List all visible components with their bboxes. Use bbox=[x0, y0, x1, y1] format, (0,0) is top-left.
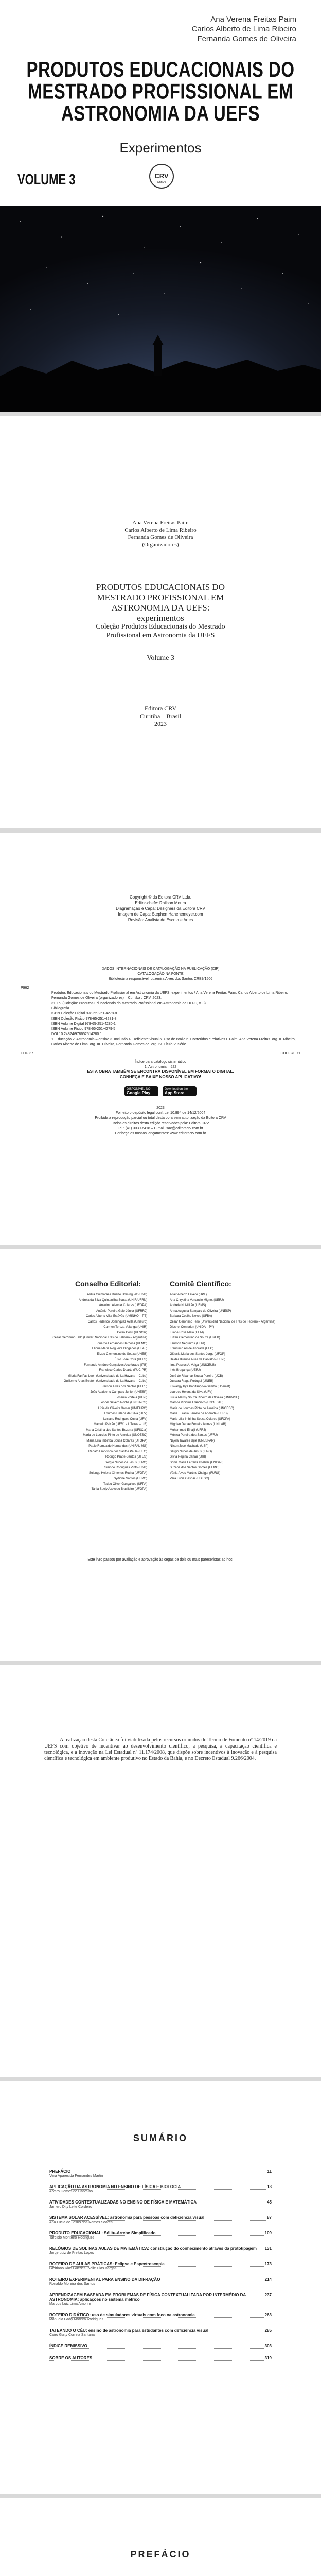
toc-entry-author: Ana Lúcia de Jesus dos Ramos Soares bbox=[49, 2221, 113, 2224]
editorial-member: Aldira Guimarães Duarte Domínguez (UNB) bbox=[87, 1293, 147, 1296]
author-name: Carlos Alberto de Lima Ribeiro bbox=[124, 527, 197, 533]
cover-title bbox=[0, 59, 321, 125]
title-page bbox=[0, 416, 321, 828]
editorial-council-heading: Conselho Editorial: bbox=[75, 1280, 141, 1288]
toc-entry[interactable] bbox=[49, 2200, 272, 2209]
scientific-member: Jussara Fraga Portugal (UNEB) bbox=[170, 1380, 213, 1383]
copyright-page bbox=[0, 833, 321, 1245]
toc-entry-title: RELÓGIOS DE SOL NAS AULAS DE MATEMÁTICA: construção do conhecimento através da prototipagem bbox=[49, 2246, 264, 2251]
credit-line: Editor-chefe: Railson Moura bbox=[135, 901, 186, 905]
editorial-member: Carlos Alberto Vilar Estêvão (UMINHO – PT) bbox=[86, 1315, 147, 1318]
cover-subtitle: Experimentos bbox=[119, 140, 202, 156]
toc-entry-title: SOBRE OS AUTORES bbox=[49, 2355, 264, 2361]
ebook-notice bbox=[0, 1069, 321, 1080]
toc-entry[interactable] bbox=[49, 2277, 272, 2286]
toc-entry-page: 285 bbox=[264, 2328, 272, 2333]
legal-notice bbox=[0, 1106, 321, 1137]
scientific-member: Gláucia Maria dos Santos Jorge (UFOP) bbox=[170, 1352, 225, 1356]
toc-entry-title: PREFÁCIO bbox=[49, 2169, 266, 2174]
scientific-member: Lourdes Helena da Silva (UFV) bbox=[170, 1391, 213, 1394]
collection-line: Profissional em Astronomia da UEFS bbox=[106, 632, 215, 639]
toc-entry[interactable] bbox=[49, 2246, 272, 2255]
scientific-member: Ana Chrystina Venancio Mignot (UERJ) bbox=[170, 1298, 224, 1302]
app-store-badge[interactable] bbox=[163, 1086, 197, 1096]
cip-line: ISBN Coleção Digital 978-65-251-4278-8 bbox=[51, 1012, 117, 1015]
title-page-authors bbox=[0, 519, 321, 548]
cover-volume: VOLUME 3 bbox=[17, 171, 76, 188]
legal-line: 2023 bbox=[156, 1106, 165, 1110]
page-separator bbox=[0, 412, 321, 416]
toc-entry[interactable] bbox=[49, 2328, 272, 2337]
toc-entry-page: 13 bbox=[267, 2184, 272, 2189]
scientific-member: Vera Lucia Gaspar (UDESC) bbox=[170, 1477, 209, 1480]
cip-classification bbox=[21, 1051, 300, 1056]
organizer-name: Fernanda Gomes de Oliveira bbox=[197, 35, 296, 43]
toc-entry-author: Cairo Guity Correia Santana bbox=[49, 2333, 95, 2337]
scientific-committee-list bbox=[170, 1292, 293, 1482]
cip-librarian: Bibliotecária responsável: Luzenira Alves dos Santos CRB9/1506 bbox=[108, 977, 213, 981]
scientific-member: Altair Alberto Fávero (UPF) bbox=[170, 1293, 207, 1296]
cip-line: Bibliografia bbox=[51, 1007, 69, 1010]
badge-big-text: App Store bbox=[165, 1091, 185, 1095]
editorial-member: Renato Francisco dos Santos Paula (UFG) bbox=[88, 1450, 147, 1453]
ebook-line: ESTA OBRA TAMBÉM SE ENCONTRA DISPONÍVEL EM FORMATO DIGITAL. bbox=[87, 1069, 234, 1074]
publisher-logo-text: CRV bbox=[154, 172, 169, 180]
book-cover bbox=[0, 0, 321, 412]
toc-entry-author: Tarcísio Monteiro Rodrigues bbox=[49, 2236, 95, 2240]
editorial-member: Andréia da Silva Quintanilha Sousa (UNIR/UFRN) bbox=[78, 1298, 147, 1302]
toc-entry-author: Manuela Gaby Moreira Rodrigues bbox=[49, 2318, 104, 2321]
toc-entry-heading bbox=[49, 2344, 272, 2349]
publisher-logo bbox=[149, 164, 174, 189]
editorial-member: Lourdes Helena da Silva (UFV) bbox=[104, 1412, 147, 1415]
title-line: ASTRONOMIA DA UEFS: bbox=[111, 603, 210, 613]
toc-entry-author: Jamerc Dity Leite Cordeiro bbox=[49, 2205, 92, 2209]
editorial-member: Leonel Severo Rocha (UNISINOS) bbox=[99, 1401, 147, 1404]
scientific-member: Najela Tavares Ujiie (UNESPAR) bbox=[170, 1439, 215, 1443]
toc-entry-title: ROTEIRO DIDÁTICO: uso de simuladores virtuais com foco na astronomia bbox=[49, 2313, 264, 2318]
toc-entry-page: 319 bbox=[264, 2355, 272, 2360]
title-page-volume: Volume 3 bbox=[147, 654, 174, 662]
toc-entry-title: ÍNDICE REMISSIVO bbox=[49, 2344, 264, 2349]
scientific-member: Elizeu Clementino de Souza (UNEB) bbox=[170, 1336, 220, 1340]
cover-night-sky-image bbox=[0, 206, 321, 412]
page-separator bbox=[0, 2077, 321, 2081]
scientific-member: Cesar Gerónimo Tello (Universidad Nacional de Três de Febrero – Argentina) bbox=[170, 1320, 275, 1324]
editorial-member: Gloria Fariñas León (Universidade de La Havana – Cuba) bbox=[68, 1374, 147, 1378]
scientific-member: Kilwangy Kya Kapitango-a-Samba (Unemat) bbox=[170, 1385, 230, 1388]
publisher-logo-tagline: editora bbox=[156, 181, 167, 184]
scientific-member: Francisco Ari de Andrade (UFC) bbox=[170, 1347, 214, 1350]
toc-entry-heading bbox=[49, 2277, 272, 2282]
toc-entry[interactable] bbox=[49, 2184, 272, 2193]
scientific-member: Maria Eurácia Barreto de Andrade (UFRB) bbox=[170, 1412, 228, 1415]
peer-review-note: Este livro passou por avaliação e aprovação às cegas de dois ou mais pareceristas ad hoc. bbox=[87, 1558, 234, 1562]
page-separator bbox=[0, 828, 321, 833]
toc-entry-heading bbox=[49, 2262, 272, 2267]
toc-entry-page: 214 bbox=[264, 2277, 272, 2282]
toc-entry-heading bbox=[49, 2215, 272, 2221]
legal-line: Foi feito o depósito legal conf. Lei 10.994 de 14/12/2004 bbox=[115, 1111, 206, 1115]
publisher-line: 2023 bbox=[154, 720, 167, 727]
collection-line: Coleção Produtos Educacionais do Mestrado bbox=[96, 623, 225, 631]
toc-entry-author: Alvaro Gomes de Carvalho bbox=[49, 2190, 93, 2193]
preface-title: PREFÁCIO bbox=[130, 2549, 191, 2560]
editorial-member: Elizeu Clementino de Souza (UNEB) bbox=[97, 1352, 147, 1356]
title-page-publisher bbox=[0, 705, 321, 728]
cover-title-line: MESTRADO PROFISSIONAL EM bbox=[28, 79, 293, 104]
toc-entry[interactable] bbox=[49, 2262, 272, 2270]
toc-entry-page: 45 bbox=[267, 2200, 272, 2205]
scientific-member: Barbara Coelho Neves (UFBA) bbox=[170, 1315, 212, 1318]
cip-line: DOI 10.24824/978652514280.1 bbox=[51, 1032, 102, 1036]
toc-entry-title: PRODUTO EDUCACIONAL: Sólitu-Arrebe Simplificado bbox=[49, 2231, 264, 2236]
cip-cdd: CDD 370.71 bbox=[280, 1052, 300, 1055]
toc-entry-title: ROTEIRO EXPERIMENTAL PARA ENSINO DA DIFRAÇÃO bbox=[49, 2277, 264, 2282]
credit-line: Imagem de Capa: Stephen Hanenemeyer.com bbox=[118, 912, 203, 917]
funding-note-page bbox=[0, 1665, 321, 2077]
toc-entry-page: 11 bbox=[267, 2169, 272, 2174]
editorial-member: Anselmo Alencar Colares (UFOPA) bbox=[99, 1304, 147, 1307]
editorial-member: Sérgio Nunes de Jesus (IFRO) bbox=[104, 1461, 147, 1464]
scientific-member: Inês Bragança (UERJ) bbox=[170, 1369, 201, 1372]
editorial-member: Antônio Pereira Gaio Júnior (UFRRJ) bbox=[96, 1309, 147, 1313]
editorial-member: Simone Rodrigues Pinto (UNB) bbox=[104, 1466, 147, 1469]
badge-small-text: DISPONÍVEL NO bbox=[127, 1088, 151, 1091]
editorial-member: Cesar Gerónimo Tello (Univer. Nacional Três de Febrero – Argentina) bbox=[52, 1336, 147, 1340]
cip-line: ISBN Volume Físico 978-65-251-4279-5 bbox=[51, 1027, 116, 1031]
toc-entry-page: 263 bbox=[264, 2313, 272, 2317]
toc-entry-heading bbox=[49, 2246, 272, 2251]
legal-line: Tel.: (41) 3039-6418 – E-mail: sac@editoracrv.com.br bbox=[118, 1127, 203, 1130]
ebook-line: CONHEÇA E BAIXE NOSSO APLICATIVO! bbox=[120, 1075, 201, 1079]
cip-line: ISBN Volume Digital 978-65-251-4280-1 bbox=[51, 1022, 116, 1026]
editorial-member: Jailson Alves dos Santos (UFRJ) bbox=[102, 1385, 147, 1388]
funding-note-text bbox=[44, 1737, 277, 1762]
title-line: experimentos bbox=[137, 613, 184, 623]
cip-cdu: CDU 37 bbox=[21, 1052, 33, 1055]
toc-entry-title: APLICAÇÃO DA ASTRONOMIA NO ENSINO DE FÍSICA E BIOLOGIA bbox=[49, 2184, 266, 2190]
editorial-member: Paulo Romualdo Hernandes (UNIFAL-MG) bbox=[88, 1445, 147, 1448]
toc-entry-heading bbox=[49, 2328, 272, 2333]
publisher-line: Curitiba – Brasil bbox=[140, 713, 181, 720]
cip-catalog-card bbox=[21, 967, 300, 1070]
page-separator bbox=[0, 2494, 321, 2498]
editorial-member: Lídia de Oliveira Xavier (UNIEURO) bbox=[98, 1406, 147, 1410]
scientific-member: Sonia Maria Ferreira Koehler (UNISAL) bbox=[170, 1461, 224, 1464]
toc-entry-author: Vera Aparecida Fernandes Martin bbox=[49, 2174, 103, 2178]
editorial-member: Rodrigo Pratte-Santos (UFES) bbox=[105, 1455, 147, 1459]
toc-entry[interactable] bbox=[49, 2313, 272, 2321]
scientific-member: Suzana dos Santos Gomes (UFMG) bbox=[170, 1466, 220, 1469]
editorial-member: Tania Suely Azevedo Brasileiro (UFOPA) bbox=[91, 1488, 147, 1491]
toc-entry-page: 303 bbox=[264, 2344, 272, 2348]
scientific-member: Andréia N. Militão (UEMS) bbox=[170, 1304, 206, 1307]
editorial-member: Celso Conti (UFSCar) bbox=[117, 1331, 147, 1334]
toc-entry-title: APRENDIZAGEM BASEADA EM PROBLEMAS DE FÍSICA CONTEXTUALIZADA POR INTERMÉDIO DA ASTRONOMIA: aplicações no sistema métrico bbox=[49, 2293, 264, 2302]
cip-line: 1. Educação 2. Astronomia – ensino 3. Inclusão 4. Deficiente visual 5. Uso de Braile 6. Conteúdos e relativos I. Paim, Ana Verena Freitas. org. II. Ribeiro, Carlos Alberto de Lima. org. III. Oliveira, Fernanda Gomes de. org. IV. Título V. Série. bbox=[51, 1038, 296, 1046]
editorial-member: Josania Portela (UFPI) bbox=[116, 1396, 147, 1399]
legal-line: Todos os direitos desta edição reservados pela: Editora CRV bbox=[112, 1122, 209, 1125]
cip-index-title: Índice para catálogo sistemático bbox=[135, 1060, 186, 1064]
scientific-member: Maria de Lourdes Pinto de Almeida (UNOESC) bbox=[170, 1406, 234, 1410]
scientific-member: Ilma Passos A. Veiga (UNICEUB) bbox=[170, 1363, 216, 1367]
google-play-badge[interactable] bbox=[124, 1086, 158, 1096]
editorial-member: Maria de Lourdes Pinto de Almeida (UNOESC) bbox=[83, 1434, 147, 1437]
toc-entry-title: ATIVIDADES CONTEXTUALIZADAS NO ENSINO DE FÍSICA E MATEMÁTICA bbox=[49, 2200, 266, 2205]
scientific-member: Maria Lília Imbiriba Sousa Colares (UFOPA) bbox=[170, 1417, 230, 1421]
editorial-member: Marcelo Paixão (UFRJ e UTexas – US) bbox=[93, 1423, 147, 1426]
editorial-member: Carmen Tereza Velanga (UNIR) bbox=[103, 1326, 147, 1329]
toc-entry-heading bbox=[49, 2200, 272, 2205]
table-of-contents-page bbox=[0, 2081, 321, 2494]
scientific-member: Marcos Vinicius Francisco (UNOESTE) bbox=[170, 1401, 224, 1404]
page-separator bbox=[0, 1245, 321, 1249]
editorial-member: Maria Cristina dos Santos Bezerra (UFSCar) bbox=[86, 1428, 147, 1432]
scientific-member: Helder Buenos Aires de Carvalho (UFPI) bbox=[170, 1358, 226, 1361]
editorial-council-page bbox=[0, 1249, 321, 1661]
scientific-member: Diosnel Centurion (UNIDA – PY) bbox=[170, 1326, 215, 1329]
editorial-member: Guillermo Arias Beatón (Universidade de La Havana – Cuba) bbox=[63, 1380, 147, 1383]
toc-entry-page: 237 bbox=[264, 2293, 272, 2297]
scientific-member: Mônica Pereira dos Santos (UFRJ) bbox=[170, 1434, 218, 1437]
scientific-member: Mohammed Elhajji (UFRJ) bbox=[170, 1428, 206, 1432]
editorial-member: Solange Helena Ximenes-Rocha (UFOPA) bbox=[89, 1471, 147, 1475]
scientific-member: Nilson José Machado (USP) bbox=[170, 1445, 209, 1448]
credit-line: Diagramação e Capa: Designers da Editora CRV bbox=[116, 906, 205, 911]
credit-line: Revisão: Analista de Escrita e Artes bbox=[128, 918, 193, 922]
scientific-member: Vânia Alves Martins Chaigar (FURG) bbox=[170, 1471, 221, 1475]
credit-line: Copyright © da Editora CRV Ltda. bbox=[129, 895, 192, 900]
toc-entry-author: Jorge Luiz de Freitas Lopes bbox=[49, 2251, 94, 2255]
editorial-member: Eduardo Fernandes Barbosa (UFMG) bbox=[95, 1342, 147, 1345]
scientific-member: Silvia Regina Canan (URI) bbox=[170, 1455, 206, 1459]
copyright-credits bbox=[0, 894, 321, 923]
organizer-name: Ana Verena Freitas Paim bbox=[210, 15, 296, 24]
cover-organizers bbox=[192, 14, 296, 44]
editorial-member: Carlos Federico Dominguez Avila (Unieuro) bbox=[87, 1320, 147, 1324]
toc-list bbox=[49, 2169, 272, 2367]
title-page-title bbox=[0, 582, 321, 623]
editorial-member: Sydione Santos (UEPG) bbox=[114, 1477, 147, 1480]
author-name: Ana Verena Freitas Paim bbox=[132, 520, 189, 526]
editorial-member: Francisco Carlos Duarte (PUC-PR) bbox=[99, 1369, 147, 1372]
cip-index: 1. Astronomia – 522 bbox=[144, 1065, 177, 1069]
night-sky-illustration bbox=[0, 206, 321, 412]
toc-entry[interactable] bbox=[49, 2344, 272, 2349]
cip-line: 310 p. (Coleção: Produtos Educacionais do Mestrado Profissional em Astronomia da UEFS, v. 3) bbox=[51, 1002, 206, 1005]
title-line: MESTRADO PROFISSIONAL EM bbox=[97, 592, 224, 602]
scientific-member: José de Ribamar Sousa Pereira (UCB) bbox=[170, 1374, 223, 1378]
scientific-member: Fauston Negreiros (UFPI) bbox=[170, 1342, 205, 1345]
toc-title: SUMÁRIO bbox=[133, 2133, 188, 2143]
legal-line: Proibida a reprodução parcial ou total desta obra sem autorização da Editora CRV bbox=[95, 1116, 226, 1120]
cip-line: Produtos Educacionais do Mestrado Profissional em Astronomia da UEFS: experimentos / Ana Verena Freitas Paim, Carlos Alberto de Lima Ribeiro, Fernanda Gomes de Oliveira (organizadores) – Curitiba : CRV, 2023. bbox=[51, 991, 288, 1000]
scientific-member: Anna Augusta Sampaio de Oliveira (UNESP) bbox=[170, 1309, 231, 1313]
scientific-member: Míghian Danae Ferreira Nunes (UNILAB) bbox=[170, 1423, 226, 1426]
author-name: Fernanda Gomes de Oliveira bbox=[128, 534, 193, 540]
page-separator bbox=[0, 1661, 321, 1665]
toc-entry[interactable] bbox=[49, 2231, 272, 2240]
organizer-name: Carlos Alberto de Lima Ribeiro bbox=[191, 25, 296, 33]
cip-title: DADOS INTERNACIONAIS DE CATALOGAÇÃO NA PUBLICAÇÃO (CIP) bbox=[101, 967, 220, 971]
toc-entry-heading bbox=[49, 2313, 272, 2318]
toc-entry-title: TATEANDO O CÉU: ensino de astronomia para estudantes com deficiência visual bbox=[49, 2328, 264, 2333]
toc-entry-page: 173 bbox=[264, 2262, 272, 2266]
toc-entry-author: Gleiriano Rios Guedes; Neile Dias Bargas bbox=[49, 2267, 117, 2270]
toc-entry-heading bbox=[49, 2169, 272, 2174]
editorial-member: Luciano Rodrigues Costa (UFV) bbox=[103, 1417, 147, 1421]
title-page-collection bbox=[0, 622, 321, 640]
cip-line: ISBN Coleção Físico 978-65-251-4281-8 bbox=[51, 1017, 117, 1021]
publisher-line: Editora CRV bbox=[144, 705, 177, 712]
toc-entry-page: 131 bbox=[264, 2246, 272, 2251]
toc-entry-heading bbox=[49, 2184, 272, 2190]
editorial-member: Elione Maria Nogueira Diogenes (UFAL) bbox=[92, 1347, 147, 1350]
scientific-member: Sérgio Nunes de Jesus (IFRO) bbox=[170, 1450, 212, 1453]
scientific-member: Lucia Marisy Souza Ribeiro de Oliveira (UNIVASF) bbox=[170, 1396, 239, 1399]
toc-entry-page: 109 bbox=[264, 2231, 272, 2235]
title-line: PRODUTOS EDUCACIONAIS DO bbox=[96, 582, 225, 592]
legal-line: Conheça os nossos lançamentos: www.editoracrv.com.br bbox=[115, 1132, 206, 1136]
toc-entry-author: Ronaldo Moreira dos Santos bbox=[49, 2282, 95, 2286]
editorial-member: João Adalberto Campato Junior (UNESP) bbox=[90, 1391, 147, 1394]
toc-entry-heading bbox=[49, 2231, 272, 2236]
editorial-member: Fernando Antônio Gonçalves Alcoforado (IPB) bbox=[84, 1363, 147, 1367]
badge-small-text: Download on the bbox=[165, 1088, 188, 1091]
app-store-badges bbox=[0, 1086, 321, 1096]
author-role: (Organizadores) bbox=[142, 541, 179, 548]
toc-entry[interactable] bbox=[49, 2169, 272, 2178]
cover-title-line: PRODUTOS EDUCACIONAIS DO bbox=[26, 57, 295, 81]
toc-entry-heading bbox=[49, 2355, 272, 2361]
toc-entry[interactable] bbox=[49, 2355, 272, 2361]
toc-entry-title: SISTEMA SOLAR ACESSÍVEL: astronomia para pessoas com deficiência visual bbox=[49, 2215, 266, 2221]
editorial-member: Tadeu Oliver Gonçalves (UFPA) bbox=[103, 1482, 147, 1486]
toc-entry[interactable] bbox=[49, 2293, 272, 2306]
editorial-member: Élsio José Corá (UFFS) bbox=[114, 1358, 147, 1361]
toc-entry-page: 87 bbox=[267, 2215, 272, 2220]
cip-subtitle: CATALOGAÇÃO NA FONTE bbox=[137, 972, 184, 976]
scientific-committee-heading: Comitê Científico: bbox=[170, 1280, 231, 1288]
preface-page bbox=[0, 2498, 321, 2576]
cip-code: P962 bbox=[21, 986, 29, 990]
toc-entry-author: Marcos Luiz Lima Amorim bbox=[49, 2302, 91, 2306]
badge-big-text: Google Play bbox=[127, 1091, 151, 1095]
scientific-member: Eliane Rose Maio (UEM) bbox=[170, 1331, 204, 1334]
cover-title-line: ASTRONOMIA DA UEFS bbox=[61, 101, 260, 125]
toc-entry-heading bbox=[49, 2293, 272, 2302]
funding-paragraph: A realização desta Coletânea foi viabilizada pelos recursos oriundos do Termo de Fomento nº 14/2019 da UEFS com objetivo de incentivar ao desenvolvimento científico, a pesquisa, a capacitação científica e tecnológica, e a inovação na Lei Estadual nº 11.174/2008, que dispõe sobre incentivos à inovação e à pesquisa científica e tecnológica em ambiente produtivo no Estado da Bahia, e no Decreto Estadual 9.266/2004. bbox=[44, 1737, 277, 1761]
toc-entry-title: ROTEIRO DE AULAS PRÁTICAS: Eclipse e Espectroscopia bbox=[49, 2262, 264, 2267]
editorial-council-list bbox=[44, 1292, 147, 1493]
toc-entry[interactable] bbox=[49, 2215, 272, 2224]
editorial-member: Maria Lília Imbiriba Sousa Colares (UFOPA) bbox=[86, 1439, 147, 1443]
